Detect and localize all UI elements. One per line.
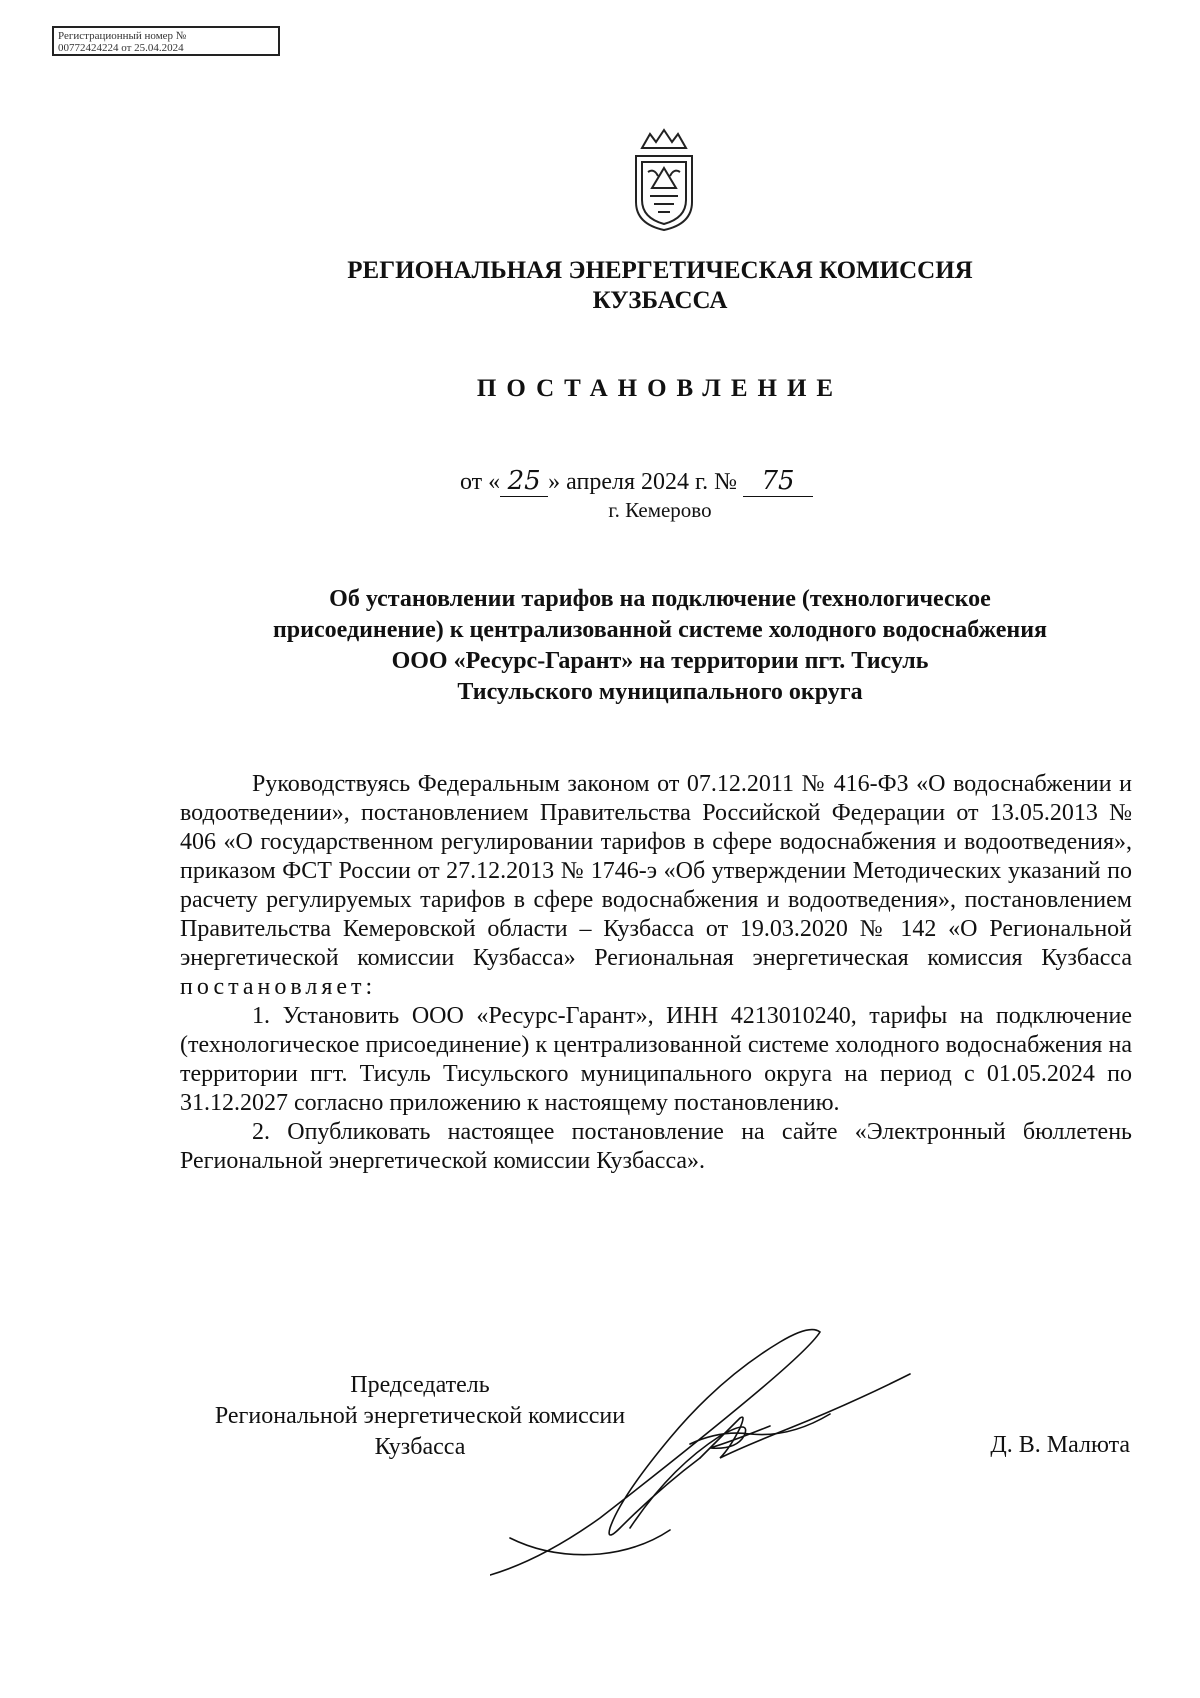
city: г. Кемерово bbox=[608, 498, 712, 522]
organization-name-line-1: РЕГИОНАЛЬНАЯ ЭНЕРГЕТИЧЕСКАЯ КОМИССИЯ bbox=[347, 257, 973, 284]
document-type: ПОСТАНОВЛЕНИЕ bbox=[476, 375, 844, 402]
preamble-paragraph bbox=[180, 770, 1132, 1002]
title-line-2: присоединение) к централизованной системе холодного водоснабжения bbox=[272, 617, 1048, 643]
date-middle: » апреля 2024 г. № bbox=[548, 469, 738, 495]
coat-of-arms-icon bbox=[628, 128, 700, 232]
preamble-text: Руководствуясь Федеральным законом от 07.12.2011 № 416-ФЗ «О водоснабжении и водоотведении», постановлением Правительства Российской Федерации от 13.05.2013 № 406 «О государственном регулировании тарифов в сфере водоснабжения и водоотведения», приказом ФСТ России от 27.12.2013 № 1746-э «Об утверждении Методических указаний по расчету регулируемых тарифов в сфере водоснабжения и водоотведения», постановлением Правительства Кемеровской области – Кузбасса от 19.03.2020 № 142 «О Региональной энергетической комиссии Кузбасса» Региональная энергетическая комиссия Кузбасса bbox=[180, 771, 1132, 971]
signatory-title-line-3: Кузбасса bbox=[374, 1434, 466, 1460]
date-day-handwritten: 25 bbox=[500, 466, 548, 497]
signatory-title-line-2: Региональной энергетической комиссии bbox=[214, 1403, 626, 1429]
organization-name bbox=[240, 256, 1080, 316]
organization-name-line-2: КУЗБАССА bbox=[592, 287, 728, 314]
document-number-handwritten: 75 bbox=[743, 466, 813, 497]
date-line bbox=[460, 466, 880, 497]
signatory-title-line-1: Председатель bbox=[350, 1372, 490, 1398]
handwritten-signature bbox=[490, 1318, 990, 1598]
title-line-4: Тисульского муниципального округа bbox=[457, 679, 863, 705]
registration-line-1: Регистрационный номер № bbox=[58, 30, 187, 42]
resolves-word: постановляет: bbox=[180, 974, 377, 1000]
title-line-1: Об установлении тарифов на подключение (технологическое bbox=[329, 586, 991, 612]
list-item-1: 1. Установить ООО «Ресурс-Гарант», ИНН 4213010240, тарифы на подключение (технологическое присоединение) к централизованной системе холодного водоснабжения на территории пгт. Тисуль Тисульского муниципального округа на период с 01.05.2024 по 31.12.2027 согласно приложению к настоящему постановлению. bbox=[180, 1003, 1132, 1116]
title-line-3: ООО «Ресурс-Гарант» на территории пгт. Тисуль bbox=[391, 648, 929, 674]
list-item-2: 2. Опубликовать настоящее постановление на сайте «Электронный бюллетень Региональной энергетической комиссии Кузбасса». bbox=[180, 1119, 1132, 1174]
date-prefix: от « bbox=[460, 469, 501, 495]
registration-line-2: 00772424224 от 25.04.2024 bbox=[58, 42, 184, 54]
document-body bbox=[180, 770, 1132, 1176]
document-title bbox=[190, 584, 1130, 708]
signatory-name: Д. В. Малюта bbox=[990, 1432, 1130, 1458]
registration-stamp bbox=[52, 26, 280, 56]
